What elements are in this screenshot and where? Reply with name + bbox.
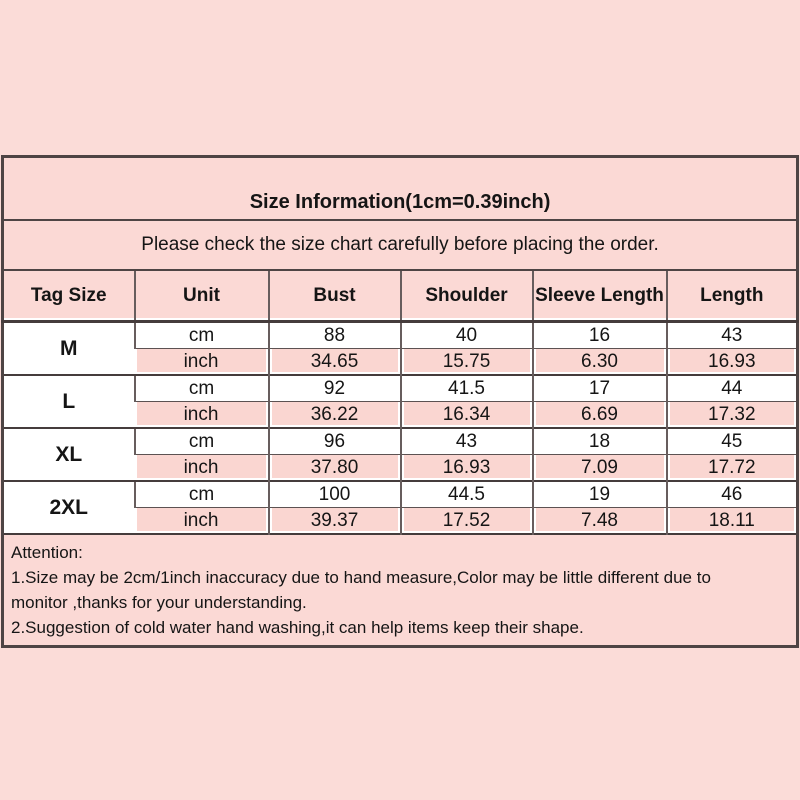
measurement-cell: 16.93 xyxy=(667,349,798,376)
attention-line: 2.Suggestion of cold water hand washing,it can help items keep their shape. xyxy=(11,618,584,637)
measurement-cell: 44.5 xyxy=(401,481,533,508)
measurement-cell: 16 xyxy=(533,322,667,349)
unit-label: inch xyxy=(135,455,269,482)
unit-label: inch xyxy=(135,402,269,429)
measurement-cell: 16.93 xyxy=(401,455,533,482)
unit-label: inch xyxy=(135,349,269,376)
attention-line: monitor ,thanks for your understanding. xyxy=(11,593,307,612)
unit-label: cm xyxy=(135,375,269,402)
column-header-shoulder: Shoulder xyxy=(401,270,533,322)
measurement-cell: 36.22 xyxy=(269,402,401,429)
measurement-cell: 88 xyxy=(269,322,401,349)
attention-row xyxy=(3,534,798,647)
size-row-2xl-cm xyxy=(3,481,798,508)
column-header-sleeve-length: Sleeve Length xyxy=(533,270,667,322)
attention-note xyxy=(3,534,798,647)
size-row-l-cm xyxy=(3,375,798,402)
measurement-cell: 39.37 xyxy=(269,508,401,535)
measurement-cell: 17 xyxy=(533,375,667,402)
measurement-cell: 43 xyxy=(667,322,798,349)
attention-line: 1.Size may be 2cm/1inch inaccuracy due to hand measure,Color may be little different due to xyxy=(11,568,711,587)
measurement-cell: 46 xyxy=(667,481,798,508)
measurement-cell: 7.48 xyxy=(533,508,667,535)
measurement-cell: 19 xyxy=(533,481,667,508)
tag-size-label: M xyxy=(3,322,135,376)
measurement-cell: 17.72 xyxy=(667,455,798,482)
unit-label: inch xyxy=(135,508,269,535)
table-subtitle: Please check the size chart carefully before placing the order. xyxy=(3,220,798,270)
measurement-cell: 100 xyxy=(269,481,401,508)
measurement-cell: 15.75 xyxy=(401,349,533,376)
measurement-cell: 96 xyxy=(269,428,401,455)
column-header-length: Length xyxy=(667,270,798,322)
title-row xyxy=(3,157,798,221)
column-header-row xyxy=(3,270,798,322)
measurement-cell: 17.32 xyxy=(667,402,798,429)
measurement-cell: 6.30 xyxy=(533,349,667,376)
measurement-cell: 18.11 xyxy=(667,508,798,535)
unit-label: cm xyxy=(135,428,269,455)
measurement-cell: 43 xyxy=(401,428,533,455)
measurement-cell: 6.69 xyxy=(533,402,667,429)
subtitle-row xyxy=(3,220,798,270)
size-chart-table xyxy=(1,155,799,648)
measurement-cell: 37.80 xyxy=(269,455,401,482)
column-header-unit: Unit xyxy=(135,270,269,322)
measurement-cell: 18 xyxy=(533,428,667,455)
size-row-m-cm xyxy=(3,322,798,349)
column-header-tag-size: Tag Size xyxy=(3,270,135,322)
measurement-cell: 41.5 xyxy=(401,375,533,402)
unit-label: cm xyxy=(135,481,269,508)
measurement-cell: 92 xyxy=(269,375,401,402)
measurement-cell: 16.34 xyxy=(401,402,533,429)
measurement-cell: 40 xyxy=(401,322,533,349)
size-row-xl-cm xyxy=(3,428,798,455)
column-header-bust: Bust xyxy=(269,270,401,322)
unit-label: cm xyxy=(135,322,269,349)
table-title: Size Information(1cm=0.39inch) xyxy=(3,157,798,221)
measurement-cell: 7.09 xyxy=(533,455,667,482)
tag-size-label: 2XL xyxy=(3,481,135,534)
measurement-cell: 17.52 xyxy=(401,508,533,535)
tag-size-label: XL xyxy=(3,428,135,481)
measurement-cell: 45 xyxy=(667,428,798,455)
attention-heading: Attention: xyxy=(11,543,83,562)
measurement-cell: 44 xyxy=(667,375,798,402)
measurement-cell: 34.65 xyxy=(269,349,401,376)
tag-size-label: L xyxy=(3,375,135,428)
